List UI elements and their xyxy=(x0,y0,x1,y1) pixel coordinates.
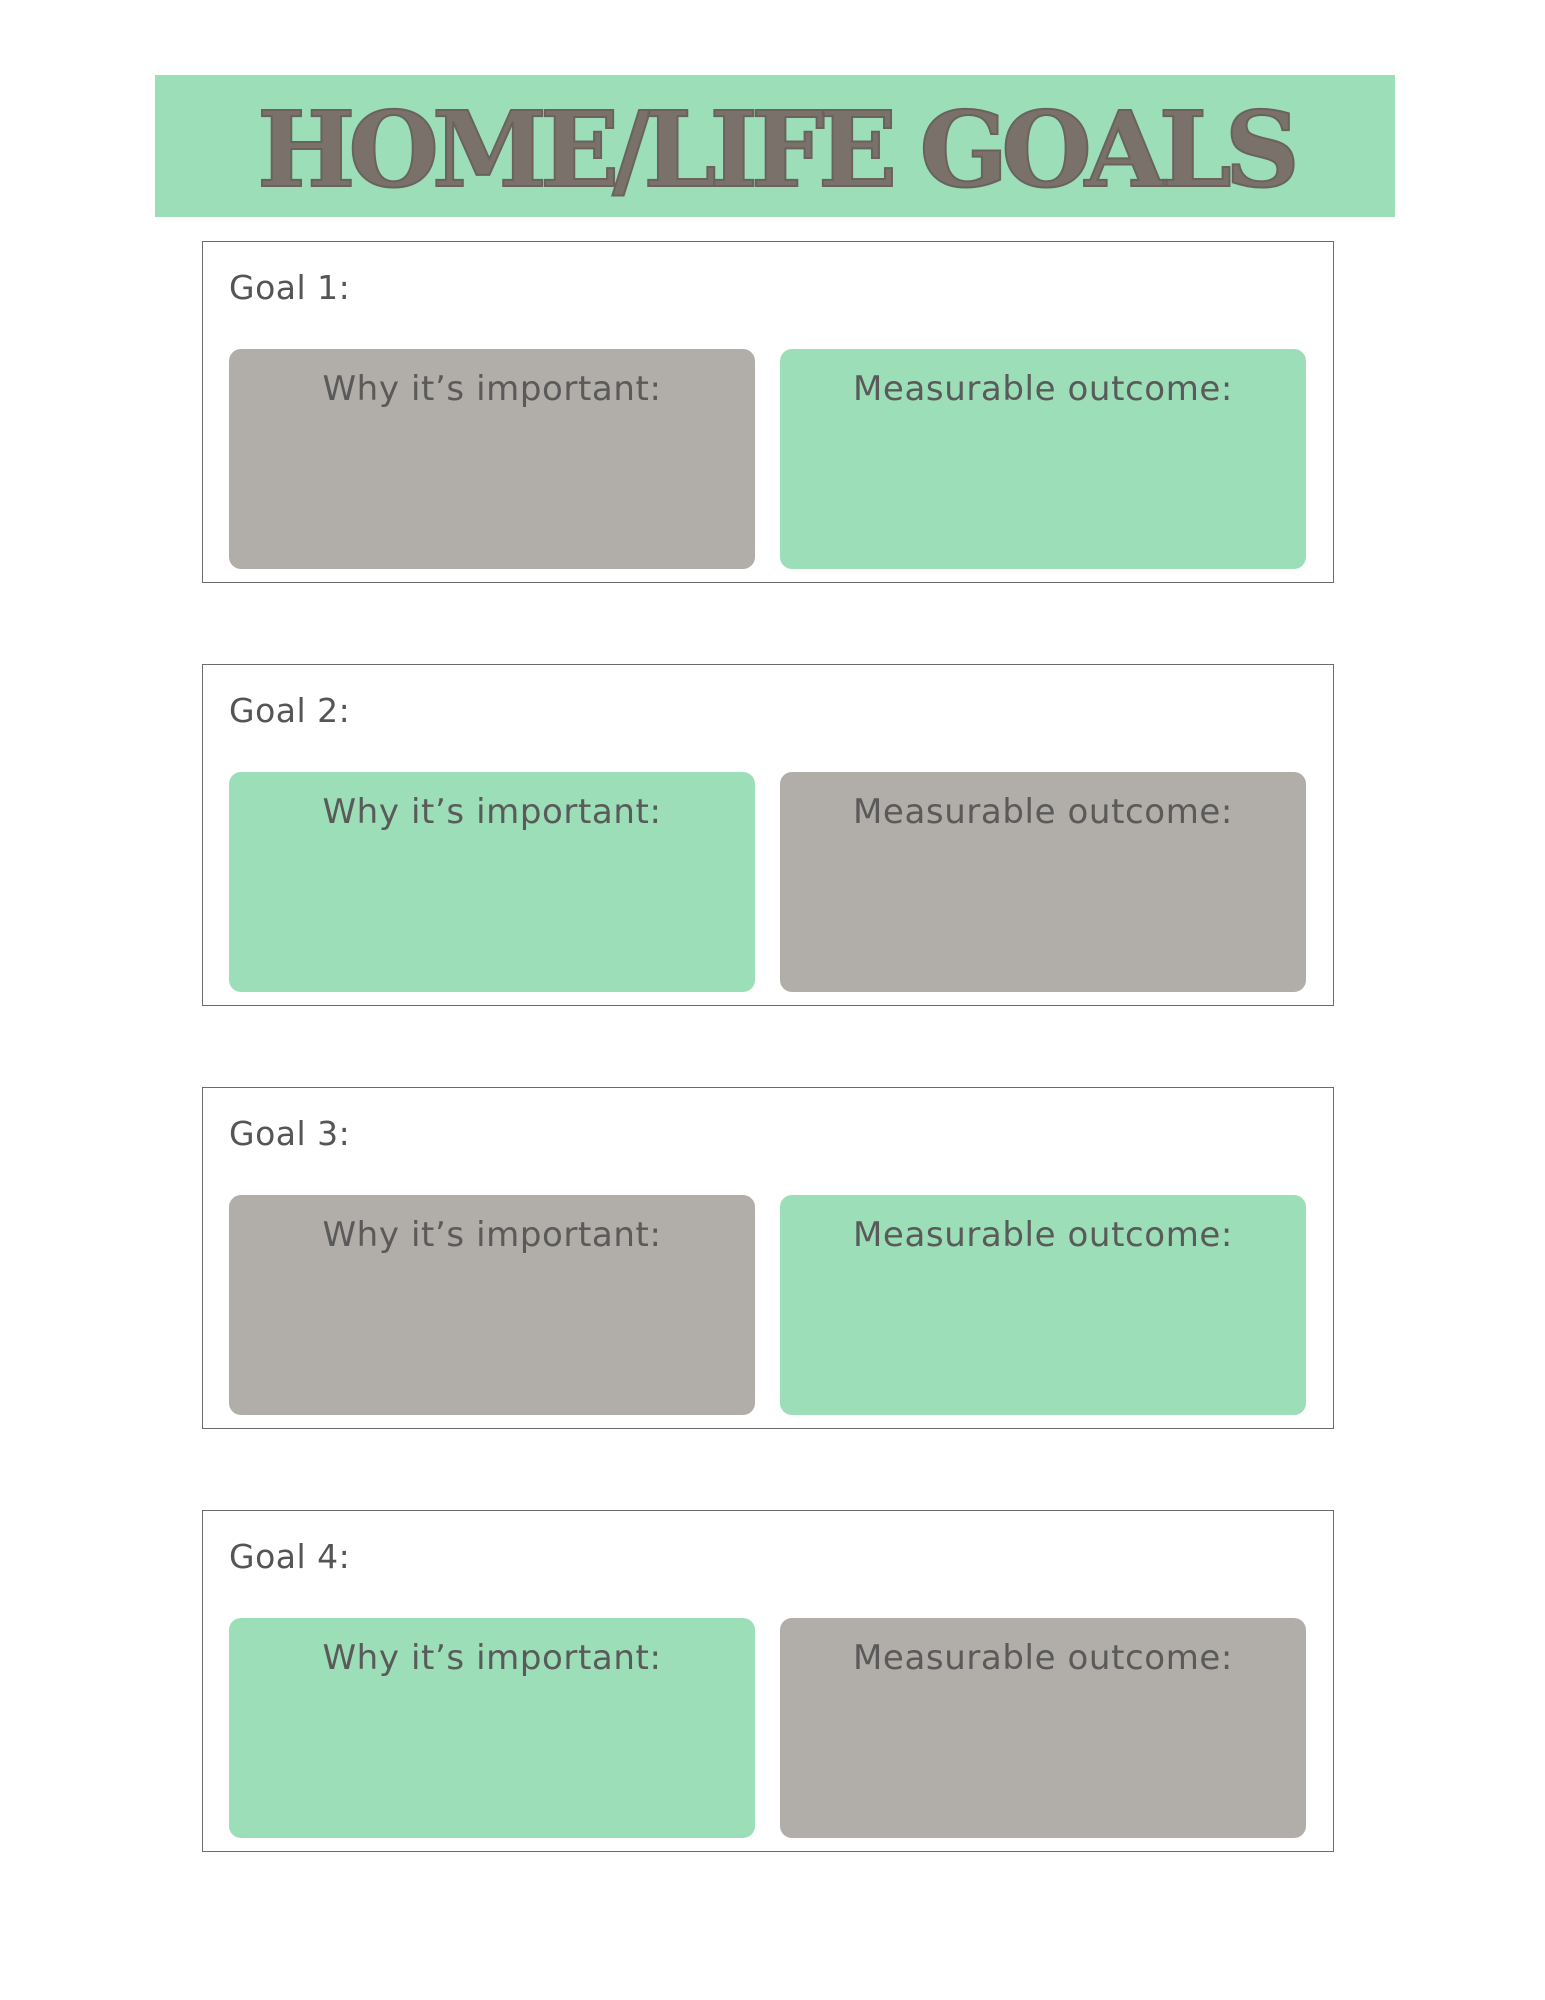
goal-label: Goal 4: xyxy=(229,1537,351,1576)
measurable-outcome-box[interactable] xyxy=(780,349,1306,569)
goal-label: Goal 1: xyxy=(229,268,351,307)
measurable-outcome-label: Measurable outcome: xyxy=(853,1638,1233,1678)
why-important-label: Why it’s important: xyxy=(322,1638,662,1678)
measurable-outcome-box[interactable] xyxy=(780,1618,1306,1838)
why-important-label: Why it’s important: xyxy=(322,1215,662,1255)
measurable-outcome-label: Measurable outcome: xyxy=(853,792,1233,832)
why-important-label: Why it’s important: xyxy=(322,792,662,832)
goal-card-3 xyxy=(202,1087,1334,1429)
title-banner xyxy=(155,75,1395,217)
measurable-outcome-box[interactable] xyxy=(780,772,1306,992)
measurable-outcome-box[interactable] xyxy=(780,1195,1306,1415)
why-important-label: Why it’s important: xyxy=(322,369,662,409)
goal-card-1 xyxy=(202,241,1334,583)
goal-card-2 xyxy=(202,664,1334,1006)
why-important-box[interactable] xyxy=(229,349,755,569)
why-important-box[interactable] xyxy=(229,1195,755,1415)
goal-card-4 xyxy=(202,1510,1334,1852)
why-important-box[interactable] xyxy=(229,772,755,992)
goal-label: Goal 3: xyxy=(229,1114,351,1153)
goal-label: Goal 2: xyxy=(229,691,351,730)
measurable-outcome-label: Measurable outcome: xyxy=(853,1215,1233,1255)
measurable-outcome-label: Measurable outcome: xyxy=(853,369,1233,409)
page-title: HOME/LIFE GOALS xyxy=(257,88,1293,211)
why-important-box[interactable] xyxy=(229,1618,755,1838)
